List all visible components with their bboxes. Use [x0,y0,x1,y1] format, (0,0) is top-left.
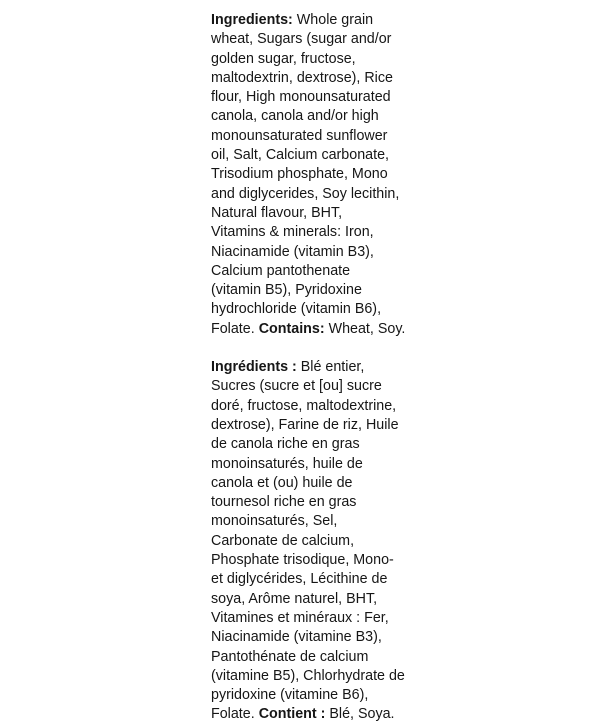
section-spacer [211,339,411,358]
english-ingredients-heading: Ingredients: [211,12,293,28]
english-ingredients-line-13: Niacinamide (vitamin B3), [211,243,374,260]
french-ingredients-line-4: dextrose), Farine de riz, Huile [211,416,399,433]
french-ingredients-line-16: Pantothénate de calcium [211,648,369,665]
french-ingredients-line-19: Folate. Contient : Blé, Soya. [211,706,395,723]
french-ingredients-line-12: et diglycérides, Lécithine de [211,571,388,588]
english-ingredients-line-1: Ingredients: Whole grain [211,12,374,28]
french-contains-label: Contient : [258,706,326,723]
french-ingredients-line-1: Ingrédients : Blé entier, [211,359,365,376]
english-ingredients [211,11,411,339]
english-ingredients-line-12: Vitamins & minerals: Iron, [211,224,374,241]
english-ingredients-line-14: Calcium pantothenate [211,262,351,279]
french-ingredients-line-15: Niacinamide (vitamine B3), [211,629,382,646]
english-ingredients-line-4: maltodextrin, dextrose), Rice [211,69,393,86]
french-ingredients-line-18: pyridoxine (vitamine B6), [211,687,369,704]
english-ingredients-line-16: hydrochloride (vitamin B6), [211,301,382,318]
english-ingredients-line-6: canola, canola and/or high [211,108,379,125]
english-ingredients-line-9: Trisodium phosphate, Mono [211,166,388,183]
english-ingredients-line-10: and diglycerides, Soy lecithin, [211,185,400,202]
french-ingredients-line-13: soya, Arôme naturel, BHT, [211,590,378,607]
french-ingredients-line-9: monoinsaturés, Sel, [211,513,338,530]
french-contains-text: Blé, Soya. [325,706,395,723]
english-contains-label: Contains: [258,320,325,337]
english-ingredients-line-7: monounsaturated sunflower [211,127,388,144]
english-ingredients-line-8: oil, Salt, Calcium carbonate, [211,147,389,164]
french-ingredients-line-10: Carbonate de calcium, [211,532,355,549]
french-ingredients-line-6: monoinsaturés, huile de [211,455,363,472]
english-ingredients-line-2: wheat, Sugars (sugar and/or [211,31,392,48]
french-ingredients-line-7: canola et (ou) huile de [211,474,353,491]
english-contains-text: Wheat, Soy. [324,320,406,337]
english-ingredients-line-5: flour, High monounsaturated [211,89,391,106]
french-ingredients-line-5: de canola riche en gras [211,436,360,453]
french-ingredients-line-2: Sucres (sucre et [ou] sucre [211,378,382,395]
french-ingredients-line-8: tournesol riche en gras [211,494,357,511]
english-ingredients-line-11: Natural flavour, BHT, [211,204,343,221]
french-ingredients-line-14: Vitamines et minéraux : Fer, [211,609,389,626]
english-ingredients-line-17: Folate. Contains: Wheat, Soy. [211,320,406,337]
french-ingredients-line-11: Phosphate trisodique, Mono- [211,552,394,569]
ingredients-panel [211,11,411,725]
french-ingredients-line-17: (vitamine B5), Chlorhydrate de [211,667,405,684]
french-ingredients [211,358,411,725]
french-ingredients-line-3: doré, fructose, maltodextrine, [211,397,397,414]
english-ingredients-line-3: golden sugar, fructose, [211,50,356,67]
english-ingredients-line-15: (vitamin B5), Pyridoxine [211,282,362,299]
french-ingredients-heading: Ingrédients : [211,359,297,376]
